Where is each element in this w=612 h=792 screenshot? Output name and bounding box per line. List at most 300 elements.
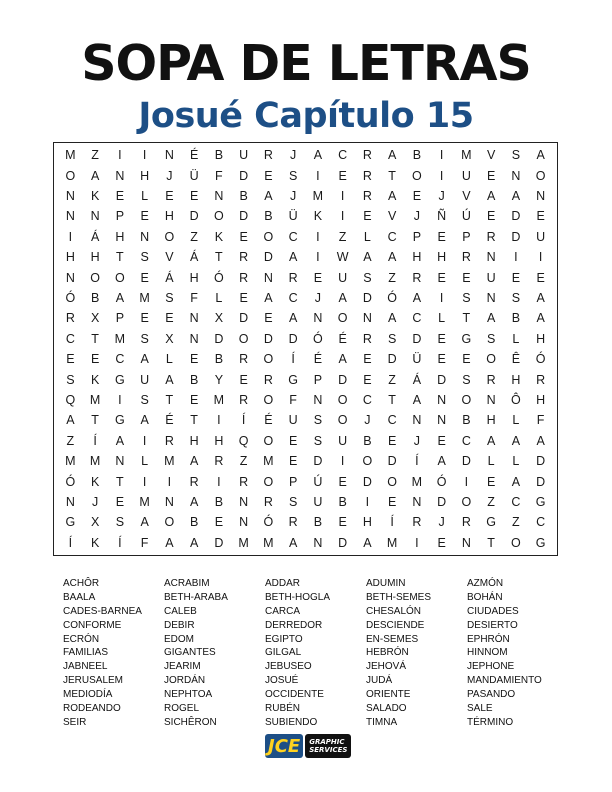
grid-cell[interactable]: M [139,290,150,305]
grid-cell[interactable]: R [164,433,174,448]
grid-cell[interactable]: A [140,352,149,367]
grid-cell[interactable]: A [115,290,125,305]
grid-cell[interactable]: S [140,250,149,265]
grid-cell[interactable]: N [65,209,75,224]
grid-cell[interactable]: Í [291,352,295,367]
grid-cell[interactable]: B [214,494,224,509]
grid-cell[interactable]: E [437,535,446,550]
grid-cell[interactable]: R [536,372,546,387]
grid-cell[interactable]: I [142,433,147,448]
grid-cell[interactable]: A [486,311,496,326]
grid-cell[interactable]: T [165,392,174,407]
grid-cell[interactable]: A [511,474,521,489]
grid-cell[interactable]: D [437,494,447,509]
grid-cell[interactable]: Q [65,392,76,407]
grid-cell[interactable]: A [313,148,323,163]
grid-cell[interactable]: Ü [189,168,199,183]
grid-cell[interactable]: O [511,535,521,550]
grid-cell[interactable]: S [140,392,149,407]
grid-cell[interactable]: S [115,515,125,530]
grid-cell[interactable]: N [115,454,125,469]
grid-cell[interactable]: I [365,494,370,509]
grid-cell[interactable]: I [68,229,73,244]
grid-cell[interactable]: M [89,454,101,469]
grid-cell[interactable]: L [141,454,149,469]
grid-cell[interactable]: I [439,168,444,183]
grid-cell[interactable]: N [263,270,273,285]
grid-cell[interactable]: I [316,168,320,183]
grid-cell[interactable]: E [536,270,545,285]
grid-cell[interactable]: E [437,331,446,346]
grid-cell[interactable]: A [189,454,199,469]
grid-cell[interactable]: C [338,148,348,163]
grid-cell[interactable]: B [313,515,323,530]
grid-cell[interactable]: Ê [511,352,521,367]
grid-cell[interactable]: N [189,331,199,346]
grid-cell[interactable]: E [140,311,149,326]
grid-cell[interactable]: G [115,372,125,387]
grid-cell[interactable]: E [437,270,446,285]
grid-cell[interactable]: D [189,209,199,224]
grid-cell[interactable]: R [214,454,224,469]
grid-cell[interactable]: H [164,209,174,224]
grid-cell[interactable]: S [288,168,298,183]
grid-cell[interactable]: C [511,494,521,509]
grid-cell[interactable]: Z [388,372,396,387]
grid-cell[interactable]: N [486,290,496,305]
grid-cell[interactable]: R [288,270,298,285]
grid-cell[interactable]: S [511,290,521,305]
grid-cell[interactable]: J [438,515,445,530]
grid-cell[interactable]: I [514,250,518,265]
grid-cell[interactable]: O [115,270,125,285]
grid-cell[interactable]: K [90,188,100,203]
grid-cell[interactable]: A [165,535,174,550]
grid-cell[interactable]: I [118,148,122,163]
grid-cell[interactable]: F [536,413,545,428]
grid-cell[interactable]: E [165,188,174,203]
grid-cell[interactable]: Ó [214,270,224,285]
grid-cell[interactable]: B [214,148,224,163]
grid-cell[interactable]: I [340,188,345,203]
grid-cell[interactable]: I [118,392,122,407]
grid-cell[interactable]: C [461,433,471,448]
grid-cell[interactable]: I [439,290,444,305]
grid-cell[interactable]: N [536,188,546,203]
grid-cell[interactable]: D [239,168,249,183]
grid-cell[interactable]: Y [214,372,224,387]
grid-cell[interactable]: S [363,270,372,285]
grid-cell[interactable]: S [486,331,496,346]
grid-cell[interactable]: D [412,331,422,346]
grid-cell[interactable]: U [140,372,150,387]
grid-cell[interactable]: Z [66,433,75,448]
grid-cell[interactable]: A [363,250,372,265]
grid-cell[interactable]: D [536,454,546,469]
grid-cell[interactable]: C [65,331,75,346]
grid-cell[interactable]: N [239,515,249,530]
grid-cell[interactable]: N [239,494,249,509]
grid-cell[interactable]: O [362,454,373,469]
grid-cell[interactable]: I [316,229,320,244]
grid-cell[interactable]: M [139,494,150,509]
grid-cell[interactable]: D [214,331,224,346]
grid-cell[interactable]: H [437,250,447,265]
grid-cell[interactable]: I [439,148,444,163]
grid-cell[interactable]: H [115,229,125,244]
grid-cell[interactable]: X [165,331,174,346]
grid-cell[interactable]: Í [118,535,122,550]
grid-cell[interactable]: U [288,413,298,428]
grid-cell[interactable]: D [313,454,323,469]
grid-cell[interactable]: A [165,372,174,387]
grid-cell[interactable]: U [536,229,546,244]
grid-cell[interactable]: X [90,515,100,530]
grid-cell[interactable]: O [164,229,175,244]
grid-cell[interactable]: D [239,209,249,224]
grid-cell[interactable]: E [115,494,125,509]
grid-cell[interactable]: M [238,535,249,550]
grid-cell[interactable]: D [239,311,249,326]
grid-cell[interactable]: E [264,168,273,183]
grid-cell[interactable]: Ó [65,290,76,305]
grid-cell[interactable]: D [511,229,521,244]
grid-cell[interactable]: D [263,250,273,265]
grid-cell[interactable]: I [340,454,345,469]
grid-cell[interactable]: D [362,290,372,305]
grid-cell[interactable]: A [90,168,100,183]
grid-cell[interactable]: N [313,535,323,550]
grid-cell[interactable]: D [362,474,372,489]
grid-cell[interactable]: H [189,270,199,285]
grid-cell[interactable]: R [239,392,249,407]
grid-cell[interactable]: J [413,209,420,224]
grid-cell[interactable]: E [363,352,372,367]
grid-cell[interactable]: A [412,392,422,407]
grid-cell[interactable]: C [536,515,546,530]
grid-cell[interactable]: L [512,331,520,346]
grid-cell[interactable]: Ó [65,474,76,489]
grid-cell[interactable]: N [65,188,75,203]
grid-cell[interactable]: T [116,474,124,489]
grid-cell[interactable]: Á [412,372,422,387]
grid-cell[interactable]: M [114,331,126,346]
grid-cell[interactable]: V [462,188,471,203]
grid-cell[interactable]: P [115,311,125,326]
grid-cell[interactable]: H [362,515,372,530]
grid-cell[interactable]: J [438,188,445,203]
grid-cell[interactable]: G [115,413,125,428]
grid-cell[interactable]: H [90,250,100,265]
grid-cell[interactable]: R [288,515,298,530]
grid-cell[interactable]: E [338,515,347,530]
grid-cell[interactable]: H [189,433,199,448]
grid-cell[interactable]: B [363,433,372,448]
grid-cell[interactable]: R [461,515,471,530]
grid-cell[interactable]: T [487,535,495,550]
grid-cell[interactable]: E [387,433,397,448]
grid-cell[interactable]: J [364,413,371,428]
grid-cell[interactable]: B [239,188,248,203]
grid-cell[interactable]: E [437,352,446,367]
grid-cell[interactable]: Ó [535,352,546,367]
grid-cell[interactable]: Í [390,515,394,530]
grid-cell[interactable]: S [288,494,298,509]
grid-cell[interactable]: A [140,413,149,428]
grid-cell[interactable]: A [264,188,273,203]
grid-cell[interactable]: Ü [412,352,422,367]
grid-cell[interactable]: N [65,270,75,285]
grid-cell[interactable]: E [437,433,446,448]
grid-cell[interactable]: P [412,229,422,244]
grid-cell[interactable]: I [464,474,469,489]
grid-cell[interactable]: E [189,392,199,407]
grid-cell[interactable]: M [461,148,472,163]
grid-cell[interactable]: O [238,331,249,346]
grid-cell[interactable]: A [189,535,199,550]
grid-cell[interactable]: H [65,250,75,265]
grid-cell[interactable]: C [288,290,298,305]
grid-cell[interactable]: D [338,372,348,387]
grid-cell[interactable]: N [461,535,471,550]
grid-cell[interactable]: N [140,229,150,244]
grid-cell[interactable]: O [263,352,274,367]
grid-cell[interactable]: E [486,474,496,489]
grid-cell[interactable]: I [142,474,147,489]
grid-cell[interactable]: R [239,352,249,367]
grid-cell[interactable]: L [363,229,371,244]
grid-cell[interactable]: Í [241,413,246,428]
grid-cell[interactable]: A [264,290,273,305]
grid-cell[interactable]: A [66,413,75,428]
grid-cell[interactable]: O [263,229,274,244]
grid-cell[interactable]: M [65,148,76,163]
grid-cell[interactable]: L [487,454,495,469]
grid-cell[interactable]: D [511,209,521,224]
grid-cell[interactable]: M [213,392,225,407]
grid-cell[interactable]: D [387,352,397,367]
grid-cell[interactable]: O [164,515,175,530]
grid-cell[interactable]: A [115,433,125,448]
grid-cell[interactable]: J [314,290,321,305]
grid-cell[interactable]: H [486,413,496,428]
grid-cell[interactable]: M [164,454,175,469]
grid-cell[interactable]: N [486,250,496,265]
grid-cell[interactable]: R [362,148,372,163]
grid-cell[interactable]: Q [238,433,249,448]
grid-cell[interactable]: A [387,148,397,163]
grid-cell[interactable]: E [239,372,248,387]
grid-cell[interactable]: Z [91,148,99,163]
grid-cell[interactable]: A [189,494,199,509]
grid-cell[interactable]: E [239,290,248,305]
grid-cell[interactable]: T [388,392,396,407]
grid-cell[interactable]: A [288,311,298,326]
grid-cell[interactable]: T [462,311,471,326]
grid-cell[interactable]: Ú [313,474,323,489]
grid-cell[interactable]: G [65,515,76,530]
grid-cell[interactable]: I [538,250,543,265]
grid-cell[interactable]: Á [90,229,100,244]
grid-cell[interactable]: E [239,229,248,244]
grid-cell[interactable]: A [288,250,298,265]
grid-cell[interactable]: R [486,229,496,244]
grid-cell[interactable]: G [535,494,546,509]
grid-cell[interactable]: D [338,535,348,550]
grid-cell[interactable]: Ó [436,474,447,489]
grid-cell[interactable]: A [140,515,149,530]
grid-cell[interactable]: G [486,515,496,530]
grid-cell[interactable]: Á [189,250,199,265]
grid-cell[interactable]: A [338,352,347,367]
grid-cell[interactable]: É [313,352,323,367]
grid-cell[interactable]: S [66,372,75,387]
grid-cell[interactable]: E [189,352,199,367]
grid-cell[interactable]: R [362,188,372,203]
grid-cell[interactable]: K [90,372,100,387]
grid-cell[interactable]: R [263,372,273,387]
grid-cell[interactable]: Ú [461,209,471,224]
grid-cell[interactable]: S [511,148,521,163]
grid-cell[interactable]: E [338,474,347,489]
grid-cell[interactable]: L [512,454,520,469]
grid-cell[interactable]: É [264,413,273,428]
grid-cell[interactable]: P [313,372,323,387]
grid-cell[interactable]: F [140,535,149,550]
grid-cell[interactable]: N [412,494,422,509]
grid-cell[interactable]: S [462,372,471,387]
grid-cell[interactable]: J [413,433,420,448]
grid-cell[interactable]: M [65,454,76,469]
grid-cell[interactable]: M [386,535,398,550]
grid-cell[interactable]: C [387,413,397,428]
grid-cell[interactable]: I [217,474,221,489]
grid-cell[interactable]: O [90,270,100,285]
grid-cell[interactable]: N [164,494,174,509]
grid-cell[interactable]: K [90,474,100,489]
grid-cell[interactable]: Z [239,454,248,469]
grid-cell[interactable]: Ó [313,331,323,346]
grid-cell[interactable]: A [536,290,545,305]
grid-cell[interactable]: E [511,270,521,285]
grid-cell[interactable]: A [387,250,397,265]
grid-cell[interactable]: P [288,474,298,489]
grid-cell[interactable]: J [290,148,297,163]
grid-cell[interactable]: O [337,311,348,326]
grid-cell[interactable]: C [362,392,372,407]
grid-cell[interactable]: N [313,392,323,407]
grid-cell[interactable]: A [363,535,372,550]
grid-cell[interactable]: Í [415,454,419,469]
grid-cell[interactable]: B [214,352,224,367]
grid-cell[interactable]: E [363,372,372,387]
grid-cell[interactable]: M [263,535,274,550]
grid-cell[interactable]: B [511,311,521,326]
grid-cell[interactable]: N [115,168,125,183]
grid-cell[interactable]: Ó [387,290,397,305]
grid-cell[interactable]: G [288,372,298,387]
grid-cell[interactable]: F [190,290,198,305]
grid-cell[interactable]: R [239,250,249,265]
grid-cell[interactable]: F [289,392,297,407]
grid-cell[interactable]: E [214,515,224,530]
grid-cell[interactable]: D [536,474,546,489]
grid-cell[interactable]: N [313,311,323,326]
grid-cell[interactable]: M [411,474,423,489]
grid-cell[interactable]: Z [512,515,520,530]
grid-cell[interactable]: A [511,433,521,448]
grid-cell[interactable]: I [217,413,221,428]
grid-cell[interactable]: T [388,168,396,183]
grid-cell[interactable]: T [190,413,198,428]
grid-cell[interactable]: N [511,168,521,183]
grid-cell[interactable]: U [313,494,323,509]
grid-cell[interactable]: S [387,331,397,346]
grid-cell[interactable]: Á [165,270,174,285]
grid-cell[interactable]: B [90,290,100,305]
grid-cell[interactable]: X [90,311,100,326]
grid-cell[interactable]: V [486,148,496,163]
grid-cell[interactable]: I [316,250,320,265]
grid-cell[interactable]: Í [68,535,73,550]
grid-cell[interactable]: R [239,270,249,285]
grid-cell[interactable]: O [263,392,274,407]
grid-cell[interactable]: H [511,372,521,387]
grid-cell[interactable]: O [461,494,472,509]
grid-cell[interactable]: J [290,188,297,203]
grid-cell[interactable]: S [313,433,323,448]
grid-cell[interactable]: U [338,433,348,448]
grid-cell[interactable]: D [263,331,273,346]
grid-cell[interactable]: E [140,270,149,285]
grid-cell[interactable]: O [535,168,546,183]
grid-cell[interactable]: G [535,535,546,550]
grid-cell[interactable]: U [338,270,348,285]
grid-cell[interactable]: D [461,454,471,469]
grid-cell[interactable]: O [263,474,274,489]
grid-cell[interactable]: A [412,290,422,305]
grid-cell[interactable]: K [214,229,224,244]
grid-cell[interactable]: R [362,168,372,183]
grid-cell[interactable]: D [387,454,397,469]
grid-cell[interactable]: U [486,270,496,285]
grid-cell[interactable]: P [462,229,471,244]
grid-cell[interactable]: O [337,392,348,407]
grid-cell[interactable]: O [412,168,422,183]
grid-cell[interactable]: D [214,535,224,550]
grid-cell[interactable]: C [412,311,422,326]
grid-cell[interactable]: V [165,250,174,265]
grid-cell[interactable]: N [164,148,174,163]
grid-cell[interactable]: L [215,290,223,305]
grid-cell[interactable]: E [387,494,397,509]
grid-cell[interactable]: R [263,148,273,163]
grid-cell[interactable]: S [313,413,323,428]
grid-cell[interactable]: A [536,148,545,163]
grid-cell[interactable]: M [312,188,324,203]
grid-cell[interactable]: H [536,392,546,407]
grid-cell[interactable]: A [536,433,545,448]
grid-cell[interactable]: A [486,188,496,203]
grid-cell[interactable]: G [461,331,472,346]
grid-cell[interactable]: T [215,250,223,265]
grid-cell[interactable]: Í [93,433,97,448]
grid-cell[interactable]: E [486,209,496,224]
grid-cell[interactable]: E [313,270,323,285]
grid-cell[interactable]: R [189,474,199,489]
grid-cell[interactable]: A [288,535,298,550]
grid-cell[interactable]: B [189,372,199,387]
